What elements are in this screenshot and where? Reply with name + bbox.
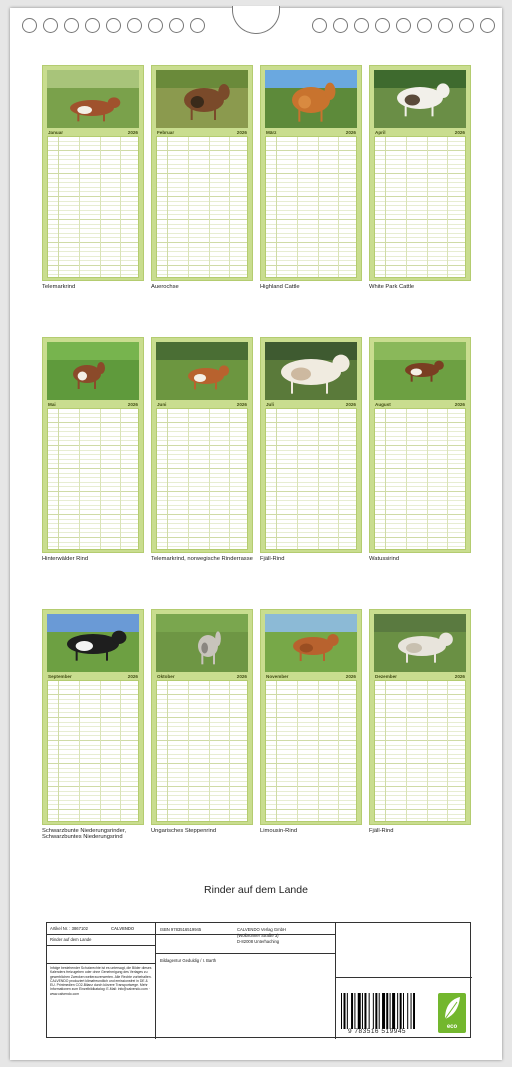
photo-caption: Telemarkrind, norwegische Rinderrasse xyxy=(151,556,253,562)
photo-caption: Hinterwälder Rind xyxy=(42,556,89,562)
photo-caption: Highland Cattle xyxy=(260,284,300,290)
month-year: 2026 xyxy=(454,401,465,407)
month-header xyxy=(47,672,139,680)
binding-hole xyxy=(312,18,327,33)
month-header xyxy=(265,672,357,680)
photo-caption: Watussirind xyxy=(369,556,400,562)
binding-hole xyxy=(85,18,100,33)
day-grid xyxy=(374,136,466,278)
back-info-box xyxy=(46,922,471,1038)
month-panel-januar xyxy=(42,65,144,281)
month-year: 2026 xyxy=(236,401,247,407)
day-grid xyxy=(265,680,357,822)
cattle-photo xyxy=(47,614,139,672)
day-grid xyxy=(156,680,248,822)
month-header xyxy=(47,128,139,136)
photo-caption: Fjäll-Rind xyxy=(369,828,394,834)
month-year: 2026 xyxy=(454,129,465,135)
photo-caption: Auerochse xyxy=(151,284,179,290)
cattle-photo xyxy=(47,342,139,400)
month-year: 2026 xyxy=(345,673,356,679)
day-grid xyxy=(47,136,139,278)
publisher-address-1: CALVENDO Verlag GmbH xyxy=(237,927,287,932)
article-number: Artikel Nr. : 3867102 xyxy=(50,926,88,931)
photo-caption: Schwarzbunte Niederungsrinder, Schwarzbuntes Niederungsrind xyxy=(42,828,127,841)
month-name: April xyxy=(375,129,386,135)
month-header xyxy=(156,672,248,680)
month-year: 2026 xyxy=(236,129,247,135)
binding-holes-right xyxy=(312,18,495,33)
month-header xyxy=(265,128,357,136)
calendar-title: Rinder auf dem Lande xyxy=(204,884,308,896)
eco-label: eco xyxy=(446,1024,458,1030)
month-panel-juni xyxy=(151,337,253,553)
calendar-page xyxy=(10,8,502,1060)
month-panel-märz xyxy=(260,65,362,281)
binding-hole xyxy=(22,18,37,33)
cattle-photo xyxy=(265,70,357,128)
photo-caption: Ungarisches Steppenrind xyxy=(151,828,217,834)
month-panel-mai xyxy=(42,337,144,553)
month-year: 2026 xyxy=(236,673,247,679)
leaf-icon xyxy=(438,993,466,1023)
month-year: 2026 xyxy=(345,129,356,135)
day-grid xyxy=(265,136,357,278)
month-year: 2026 xyxy=(127,673,138,679)
photo-caption: Limousin-Rind xyxy=(260,828,298,834)
month-header xyxy=(374,400,466,408)
month-panel-april xyxy=(369,65,471,281)
barcode xyxy=(339,993,415,1029)
eco-badge xyxy=(438,993,466,1033)
cattle-photo xyxy=(374,70,466,128)
month-name: August xyxy=(375,401,391,407)
binding-hole xyxy=(190,18,205,33)
cattle-photo xyxy=(156,342,248,400)
cattle-photo xyxy=(265,342,357,400)
month-header xyxy=(265,400,357,408)
binding-hole xyxy=(127,18,142,33)
publisher-address-3: D-82008 Unterhaching xyxy=(237,939,280,944)
day-grid xyxy=(374,408,466,550)
month-year: 2026 xyxy=(454,673,465,679)
month-year: 2026 xyxy=(127,129,138,135)
binding-hole xyxy=(106,18,121,33)
month-name: Oktober xyxy=(157,673,175,679)
month-header xyxy=(156,128,248,136)
binding-hole xyxy=(438,18,453,33)
month-header xyxy=(156,400,248,408)
binding-hole xyxy=(148,18,163,33)
binding-hole xyxy=(354,18,369,33)
day-grid xyxy=(374,680,466,822)
month-header xyxy=(47,400,139,408)
month-panel-november xyxy=(260,609,362,825)
cattle-photo xyxy=(47,70,139,128)
cattle-photo xyxy=(374,342,466,400)
month-year: 2026 xyxy=(345,401,356,407)
binding-hole xyxy=(480,18,495,33)
month-panel-august xyxy=(369,337,471,553)
cattle-photo xyxy=(265,614,357,672)
day-grid xyxy=(156,408,248,550)
month-name: Juli xyxy=(266,401,274,407)
day-grid xyxy=(47,408,139,550)
isbn: ISBN 9783516519945 xyxy=(160,927,202,932)
month-name: September xyxy=(48,673,72,679)
month-name: März xyxy=(266,129,277,135)
month-panel-oktober xyxy=(151,609,253,825)
binding-hole xyxy=(43,18,58,33)
binding-hole xyxy=(396,18,411,33)
month-panel-februar xyxy=(151,65,253,281)
photo-caption: Telemarkrind xyxy=(42,284,76,290)
month-name: Dezember xyxy=(375,673,397,679)
month-name: November xyxy=(266,673,289,679)
cattle-photo xyxy=(156,614,248,672)
photo-caption: White Park Cattle xyxy=(369,284,415,290)
legal-notice: Infolge bestehender Schutzrechte ist es untersagt, die Bilder dieses Kalenders freizugeben oder ohne Genehmigung des Verlages zu gewerblichen Zwecken weiterzuverwerten. Alle Rechte vorbehalten. CALVENDO produziert klimafreundlich und emissionsfrei in DE & EU. Printmedien CO2-Bilanz durch kürzere Transportwege. Mehr Informationen zum Einzelbildkatalog: E-Mail: info@calvendo.com · www.calvendo.com xyxy=(50,966,152,996)
month-header xyxy=(374,128,466,136)
month-name: Juni xyxy=(157,401,167,407)
day-grid xyxy=(156,136,248,278)
photo-credit: Bildagentur Geduldig / I. Barth xyxy=(160,958,217,963)
cattle-photo xyxy=(156,70,248,128)
day-grid xyxy=(265,408,357,550)
publisher-logo: CALVENDO xyxy=(111,926,135,931)
binding-hole xyxy=(459,18,474,33)
binding-hole xyxy=(417,18,432,33)
binding-holes-left xyxy=(22,18,205,33)
cattle-photo xyxy=(374,614,466,672)
binding-hole xyxy=(333,18,348,33)
binding-hole xyxy=(64,18,79,33)
month-panel-dezember xyxy=(369,609,471,825)
product-title: Rinder auf dem Lande xyxy=(50,937,92,942)
month-name: Januar xyxy=(48,129,64,135)
month-header xyxy=(374,672,466,680)
month-panel-juli xyxy=(260,337,362,553)
month-name: Mai xyxy=(48,401,56,407)
barcode-number: 9 783516 519945 xyxy=(347,1028,407,1035)
month-name: Februar xyxy=(157,129,175,135)
month-panel-september xyxy=(42,609,144,825)
day-grid xyxy=(47,680,139,822)
hanger-cutout xyxy=(232,6,280,34)
binding-hole xyxy=(169,18,184,33)
binding-hole xyxy=(375,18,390,33)
month-year: 2026 xyxy=(127,401,138,407)
photo-caption: Fjäll-Rind xyxy=(260,556,285,562)
publisher-address-2: (Wolbrunner Straße 3) xyxy=(237,933,279,938)
